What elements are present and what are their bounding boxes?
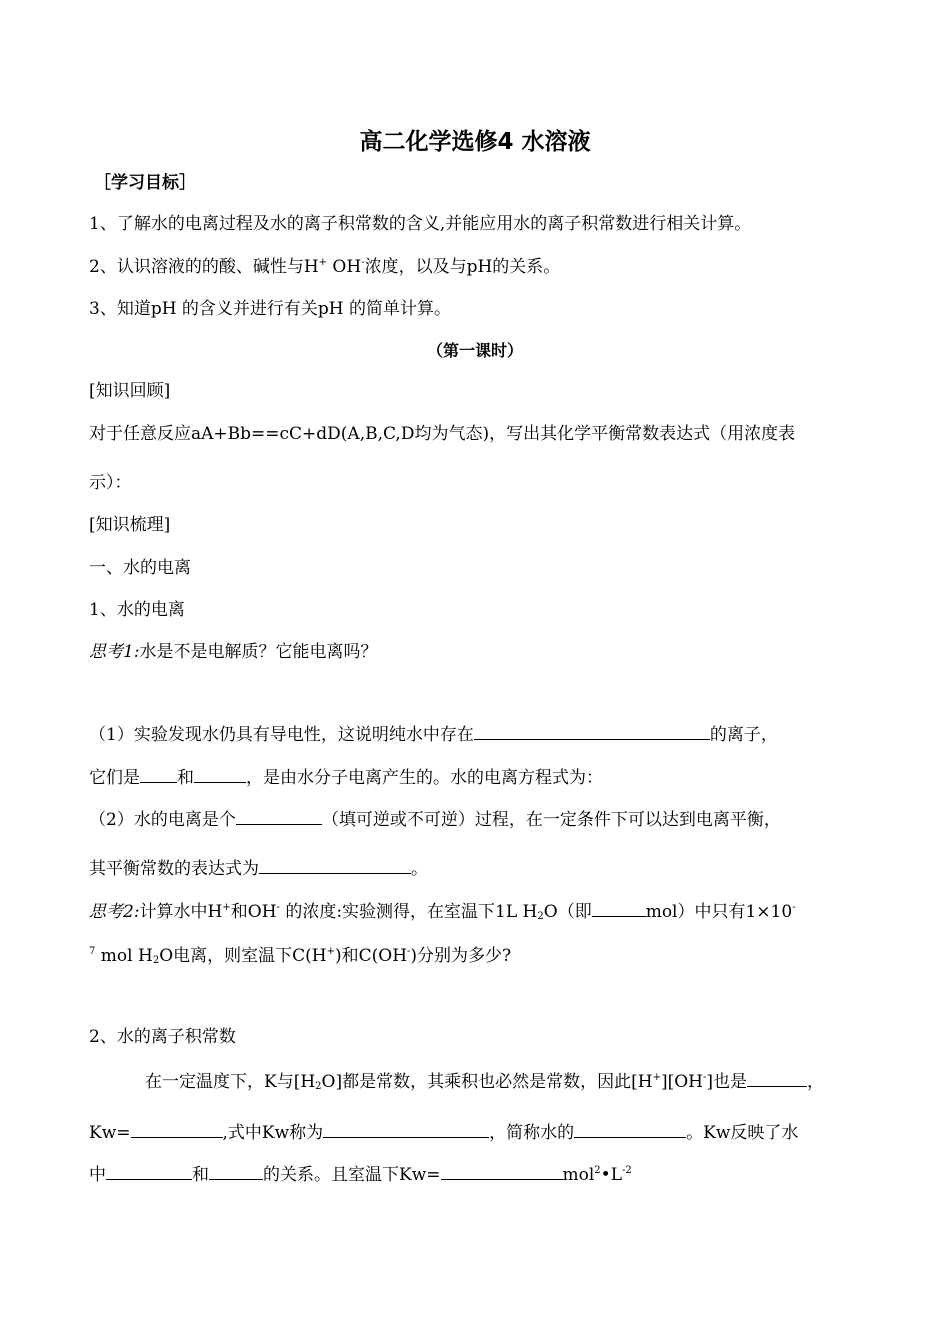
subsection-heading-2: 2、水的离子积常数 — [89, 1027, 236, 1047]
think-2-line-2 — [89, 945, 511, 967]
sup-plus: + — [326, 946, 335, 957]
kw-text-d: ]也是 — [706, 1072, 748, 1092]
p2-text-b: （填可逆或不可逆）过程，在一定条件下可以达到电离平衡， — [321, 810, 781, 830]
p1-text-d: 和 — [177, 768, 194, 788]
think-2-text-h: O电离，则室温下C(H — [159, 946, 327, 966]
think-2-text-d: O（即 — [543, 902, 592, 922]
kw-text-a: 在一定温度下，K与[H — [145, 1072, 316, 1092]
p2-text-d: 。 — [411, 859, 428, 879]
objective-item-2-tail: 浓度，以及与pH的关系。 — [364, 257, 561, 277]
paragraph-1-line-2 — [89, 765, 603, 789]
objective-item-2 — [89, 256, 560, 278]
p2-text-c: 其平衡常数的表达式为 — [89, 859, 259, 879]
blank-constant[interactable] — [747, 1069, 807, 1087]
sub-2: 2 — [152, 955, 160, 966]
p1-text-c: 它们是 — [89, 768, 140, 788]
sup-2: 2 — [594, 1165, 601, 1176]
think-2-text-j: )分别为多少? — [410, 946, 512, 966]
kw-text-g: ,式中Kw称为 — [222, 1123, 324, 1143]
kw-line-3 — [89, 1162, 632, 1186]
review-heading: [知识回顾] — [89, 381, 171, 401]
sup-minus: - — [276, 902, 280, 913]
subsection-heading-1: 1、水的电离 — [89, 600, 185, 620]
p1-text-b: 的离子， — [709, 725, 778, 745]
blank-kw-relation-2[interactable] — [209, 1162, 263, 1180]
blank-mol[interactable] — [592, 899, 646, 917]
p1-text-e: ，是由水分子电离产生的。水的电离方程式为： — [246, 768, 603, 788]
lesson-label: （第一课时） — [426, 341, 523, 360]
paragraph-1-line-1 — [89, 722, 778, 746]
blank-ion-2[interactable] — [194, 765, 246, 783]
kw-text-f: Kw= — [89, 1123, 131, 1143]
sup-7: 7 — [89, 946, 96, 957]
paragraph-2-line-2 — [89, 856, 428, 880]
outline-heading: [知识梳理] — [89, 515, 171, 535]
oh-text: OH — [327, 257, 362, 277]
p2-text-a: （2）水的电离是个 — [89, 810, 236, 830]
kw-text-j: 中 — [89, 1165, 106, 1185]
blank-expression[interactable] — [259, 856, 411, 874]
blank-ion-1[interactable] — [140, 765, 177, 783]
kw-text-c: ][OH — [660, 1072, 703, 1092]
page-title: 高二化学选修4 水溶液 — [359, 129, 591, 155]
sup-plus: + — [652, 1072, 661, 1083]
think-2-text-c: 的浓度:实验测得，在室温下1L H — [279, 902, 538, 922]
blank-kw-short-name[interactable] — [574, 1120, 686, 1138]
kw-text-m: mol — [562, 1165, 595, 1185]
blank-reversible[interactable] — [236, 807, 322, 825]
kw-line-2 — [89, 1120, 798, 1144]
think-1-label: 思考1: — [89, 642, 140, 662]
think-2-text-g: mol H — [95, 946, 153, 966]
kw-text-e: ， — [807, 1072, 825, 1092]
objectives-heading: ［学习目标］ — [94, 173, 196, 193]
blank-ions[interactable] — [474, 722, 710, 740]
think-2-text-e: mol）中只有1×10 — [645, 902, 793, 922]
sup-minus: - — [407, 946, 411, 957]
think-2-text-i: )和C(OH — [334, 946, 408, 966]
kw-text-h: ，简称水的 — [489, 1123, 575, 1143]
sup-plus: + — [222, 902, 231, 913]
objective-item-2-text: 2、认识溶液的的酸、碱性与H — [89, 257, 319, 277]
sup-minus: - — [792, 902, 796, 913]
think-2-label: 思考2: — [89, 902, 140, 922]
blank-kw-expression[interactable] — [131, 1120, 223, 1138]
section-heading-1: 一、水的电离 — [89, 558, 191, 578]
paragraph-2-line-1 — [89, 807, 781, 831]
think-1-text: 水是不是电解质？它能电离吗？ — [139, 642, 378, 662]
think-2-line-1 — [89, 899, 796, 923]
review-text-line-1: 对于任意反应aA+Bb==cC+dD(A,B,C,D均为气态)，写出其化学平衡常数表达式（用浓度表 — [89, 424, 796, 444]
objective-item-1: 1、了解水的电离过程及水的离子积常数的含义,并能应用水的离子积常数进行相关计算。 — [89, 214, 752, 234]
sub-2: 2 — [315, 1081, 322, 1092]
sup-minus: - — [703, 1072, 707, 1083]
blank-kw-relation-1[interactable] — [106, 1162, 192, 1180]
kw-text-o: •L — [600, 1165, 622, 1185]
blank-kw-name[interactable] — [323, 1120, 489, 1138]
blank-kw-value[interactable] — [441, 1162, 563, 1180]
kw-text-k: 和 — [192, 1165, 209, 1185]
kw-text-l: 的关系。且室温下Kw= — [263, 1165, 441, 1185]
sup-plus: + — [318, 257, 328, 268]
sup-minus: - — [361, 257, 365, 268]
think-2-text-a: 计算水中H — [139, 902, 223, 922]
objective-item-3: 3、知道pH 的含义并进行有关pH 的简单计算。 — [89, 299, 452, 319]
sub-2: 2 — [537, 911, 544, 922]
think-2-text-b: 和OH — [230, 902, 277, 922]
p1-text-a: （1）实验发现水仍具有导电性，这说明纯水中存在 — [89, 725, 474, 745]
kw-text-b: O]都是常数，其乘积也必然是常数，因此[H — [321, 1072, 653, 1092]
kw-text-i: 。Kw反映了水 — [686, 1123, 799, 1143]
review-text-line-2: 示）： — [89, 473, 132, 493]
sup-neg-2: -2 — [622, 1165, 632, 1176]
think-1 — [89, 641, 378, 663]
kw-line-1 — [145, 1069, 824, 1093]
